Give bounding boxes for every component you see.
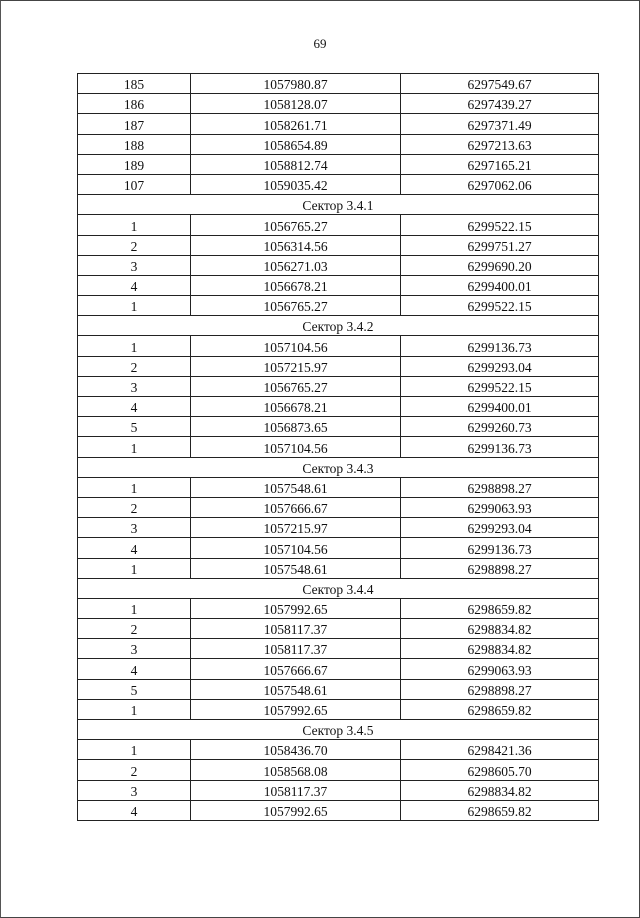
y-coordinate-cell: 6299522.15 — [401, 215, 599, 235]
y-coordinate-cell: 6299063.93 — [401, 497, 599, 517]
x-coordinate-cell: 1057104.56 — [191, 437, 401, 457]
y-coordinate-cell: 6299293.04 — [401, 356, 599, 376]
section-header-row — [78, 720, 599, 740]
table-row — [78, 417, 599, 437]
table-row — [78, 477, 599, 497]
table-row — [78, 760, 599, 780]
y-coordinate-cell: 6299136.73 — [401, 336, 599, 356]
table-row — [78, 679, 599, 699]
y-coordinate-cell: 6297371.49 — [401, 114, 599, 134]
point-number-cell: 4 — [78, 275, 191, 295]
table-row — [78, 74, 599, 94]
x-coordinate-cell: 1057992.65 — [191, 800, 401, 820]
y-coordinate-cell: 6299260.73 — [401, 417, 599, 437]
point-number-cell: 1 — [78, 437, 191, 457]
section-title: Сектор 3.4.2 — [78, 316, 599, 336]
table-row — [78, 800, 599, 820]
y-coordinate-cell: 6299293.04 — [401, 518, 599, 538]
table-row — [78, 639, 599, 659]
x-coordinate-cell: 1056873.65 — [191, 417, 401, 437]
table-row — [78, 376, 599, 396]
point-number-cell: 3 — [78, 639, 191, 659]
point-number-cell: 1 — [78, 296, 191, 316]
point-number-cell: 1 — [78, 699, 191, 719]
table-row — [78, 397, 599, 417]
x-coordinate-cell: 1059035.42 — [191, 174, 401, 194]
x-coordinate-cell: 1057666.67 — [191, 497, 401, 517]
x-coordinate-cell: 1057548.61 — [191, 477, 401, 497]
x-coordinate-cell: 1057104.56 — [191, 538, 401, 558]
x-coordinate-cell: 1057980.87 — [191, 74, 401, 94]
table-row — [78, 538, 599, 558]
x-coordinate-cell: 1056678.21 — [191, 275, 401, 295]
y-coordinate-cell: 6299751.27 — [401, 235, 599, 255]
x-coordinate-cell: 1058812.74 — [191, 154, 401, 174]
table-row — [78, 740, 599, 760]
table-row — [78, 275, 599, 295]
point-number-cell: 2 — [78, 619, 191, 639]
point-number-cell: 5 — [78, 417, 191, 437]
section-header-row — [78, 578, 599, 598]
x-coordinate-cell: 1057104.56 — [191, 336, 401, 356]
x-coordinate-cell: 1057992.65 — [191, 699, 401, 719]
table-row — [78, 598, 599, 618]
x-coordinate-cell: 1058128.07 — [191, 94, 401, 114]
y-coordinate-cell: 6297165.21 — [401, 154, 599, 174]
table-row — [78, 255, 599, 275]
x-coordinate-cell: 1058117.37 — [191, 780, 401, 800]
y-coordinate-cell: 6298605.70 — [401, 760, 599, 780]
y-coordinate-cell: 6297062.06 — [401, 174, 599, 194]
point-number-cell: 3 — [78, 376, 191, 396]
section-header-row — [78, 195, 599, 215]
y-coordinate-cell: 6297439.27 — [401, 94, 599, 114]
x-coordinate-cell: 1057548.61 — [191, 558, 401, 578]
y-coordinate-cell: 6298834.82 — [401, 780, 599, 800]
y-coordinate-cell: 6299690.20 — [401, 255, 599, 275]
point-number-cell: 1 — [78, 336, 191, 356]
point-number-cell: 4 — [78, 538, 191, 558]
point-number-cell: 1 — [78, 740, 191, 760]
x-coordinate-cell: 1058117.37 — [191, 639, 401, 659]
table-row — [78, 699, 599, 719]
x-coordinate-cell: 1056271.03 — [191, 255, 401, 275]
x-coordinate-cell: 1057215.97 — [191, 518, 401, 538]
y-coordinate-cell: 6298659.82 — [401, 699, 599, 719]
point-number-cell: 1 — [78, 215, 191, 235]
y-coordinate-cell: 6298898.27 — [401, 558, 599, 578]
table-row — [78, 94, 599, 114]
point-number-cell: 186 — [78, 94, 191, 114]
y-coordinate-cell: 6299400.01 — [401, 397, 599, 417]
y-coordinate-cell: 6298898.27 — [401, 477, 599, 497]
table-row — [78, 336, 599, 356]
y-coordinate-cell: 6297213.63 — [401, 134, 599, 154]
table-row — [78, 497, 599, 517]
table-row — [78, 134, 599, 154]
table-row — [78, 518, 599, 538]
point-number-cell: 3 — [78, 255, 191, 275]
x-coordinate-cell: 1058654.89 — [191, 134, 401, 154]
x-coordinate-cell: 1056765.27 — [191, 215, 401, 235]
point-number-cell: 4 — [78, 800, 191, 820]
point-number-cell: 187 — [78, 114, 191, 134]
section-header-row — [78, 316, 599, 336]
x-coordinate-cell: 1058436.70 — [191, 740, 401, 760]
point-number-cell: 1 — [78, 598, 191, 618]
coordinates-table-body — [78, 74, 599, 821]
section-title: Сектор 3.4.1 — [78, 195, 599, 215]
table-row — [78, 356, 599, 376]
point-number-cell: 185 — [78, 74, 191, 94]
y-coordinate-cell: 6298898.27 — [401, 679, 599, 699]
table-row — [78, 154, 599, 174]
point-number-cell: 2 — [78, 760, 191, 780]
point-number-cell: 188 — [78, 134, 191, 154]
y-coordinate-cell: 6299136.73 — [401, 538, 599, 558]
point-number-cell: 3 — [78, 780, 191, 800]
table-row — [78, 558, 599, 578]
y-coordinate-cell: 6299522.15 — [401, 296, 599, 316]
point-number-cell: 4 — [78, 659, 191, 679]
point-number-cell: 2 — [78, 356, 191, 376]
point-number-cell: 107 — [78, 174, 191, 194]
x-coordinate-cell: 1056314.56 — [191, 235, 401, 255]
section-title: Сектор 3.4.4 — [78, 578, 599, 598]
y-coordinate-cell: 6298834.82 — [401, 619, 599, 639]
table-row — [78, 437, 599, 457]
x-coordinate-cell: 1056765.27 — [191, 376, 401, 396]
section-title: Сектор 3.4.3 — [78, 457, 599, 477]
point-number-cell: 4 — [78, 397, 191, 417]
y-coordinate-cell: 6299522.15 — [401, 376, 599, 396]
table-row — [78, 780, 599, 800]
point-number-cell: 189 — [78, 154, 191, 174]
table-row — [78, 215, 599, 235]
y-coordinate-cell: 6299400.01 — [401, 275, 599, 295]
table-row — [78, 619, 599, 639]
section-title: Сектор 3.4.5 — [78, 720, 599, 740]
x-coordinate-cell: 1058261.71 — [191, 114, 401, 134]
y-coordinate-cell: 6297549.67 — [401, 74, 599, 94]
table-row — [78, 174, 599, 194]
point-number-cell: 2 — [78, 235, 191, 255]
table-row — [78, 659, 599, 679]
y-coordinate-cell: 6298659.82 — [401, 800, 599, 820]
section-header-row — [78, 457, 599, 477]
y-coordinate-cell: 6299136.73 — [401, 437, 599, 457]
x-coordinate-cell: 1058568.08 — [191, 760, 401, 780]
table-row — [78, 235, 599, 255]
table-row — [78, 296, 599, 316]
x-coordinate-cell: 1057548.61 — [191, 679, 401, 699]
x-coordinate-cell: 1058117.37 — [191, 619, 401, 639]
point-number-cell: 2 — [78, 497, 191, 517]
point-number-cell: 3 — [78, 518, 191, 538]
point-number-cell: 1 — [78, 477, 191, 497]
point-number-cell: 5 — [78, 679, 191, 699]
x-coordinate-cell: 1056678.21 — [191, 397, 401, 417]
table-row — [78, 114, 599, 134]
y-coordinate-cell: 6298659.82 — [401, 598, 599, 618]
point-number-cell: 1 — [78, 558, 191, 578]
x-coordinate-cell: 1056765.27 — [191, 296, 401, 316]
y-coordinate-cell: 6299063.93 — [401, 659, 599, 679]
coordinates-table — [77, 73, 599, 821]
x-coordinate-cell: 1057666.67 — [191, 659, 401, 679]
page-number: 69 — [313, 36, 327, 51]
x-coordinate-cell: 1057992.65 — [191, 598, 401, 618]
y-coordinate-cell: 6298421.36 — [401, 740, 599, 760]
x-coordinate-cell: 1057215.97 — [191, 356, 401, 376]
y-coordinate-cell: 6298834.82 — [401, 639, 599, 659]
